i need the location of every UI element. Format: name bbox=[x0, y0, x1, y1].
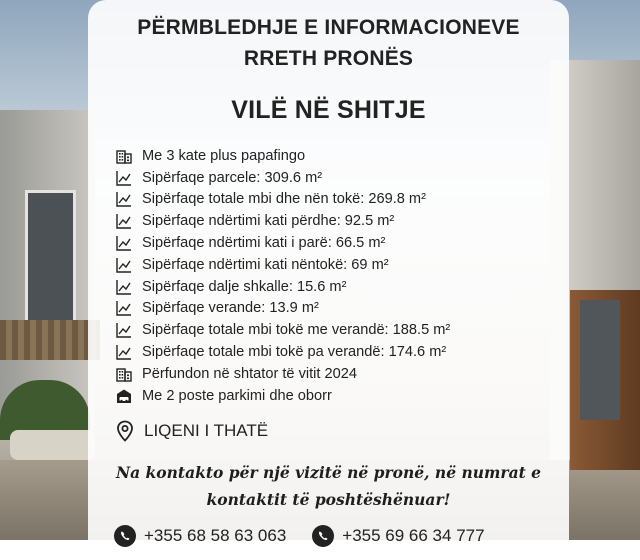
chart-line-icon bbox=[116, 235, 132, 251]
feature-item bbox=[116, 319, 561, 341]
garage-icon bbox=[116, 388, 132, 404]
location bbox=[116, 420, 268, 442]
phone-numbers bbox=[114, 525, 485, 547]
chart-line-icon bbox=[116, 257, 132, 273]
contact-line-1: Na kontakto për një vizitë në pronë, në numrat e bbox=[115, 463, 542, 482]
contact-message bbox=[108, 459, 549, 513]
info-card bbox=[88, 0, 569, 560]
feature-text: Sipërfaqe ndërtimi kati i parë: 66.5 m² bbox=[142, 235, 386, 252]
title-line-1: PËRMBLEDHJE E INFORMACIONEVE bbox=[137, 16, 520, 39]
whatsapp-icon bbox=[312, 525, 334, 547]
feature-text: Sipërfaqe totale mbi tokë pa verandë: 174.6 m² bbox=[142, 344, 447, 361]
villa-window bbox=[25, 190, 76, 326]
feature-text: Sipërfaqe totale mbi tokë me verandë: 188.5 m² bbox=[142, 322, 451, 339]
chart-line-icon bbox=[116, 191, 132, 207]
feature-text: Sipërfaqe ndërtimi kati nëntokë: 69 m² bbox=[142, 256, 389, 273]
feature-text: Me 3 kate plus papafingo bbox=[142, 147, 306, 164]
feature-item bbox=[116, 363, 561, 385]
chart-line-icon bbox=[116, 213, 132, 229]
outdoor-sofa bbox=[10, 430, 95, 460]
title-line-2: RRETH PRONËS bbox=[243, 47, 414, 70]
feature-item bbox=[116, 385, 561, 407]
feature-item bbox=[116, 145, 561, 167]
villa-glass-door bbox=[580, 300, 620, 420]
feature-item bbox=[116, 341, 561, 363]
feature-text: Sipërfaqe verande: 13.9 m² bbox=[142, 300, 319, 317]
feature-item bbox=[116, 276, 561, 298]
feature-text: Sipërfaqe parcele: 309.6 m² bbox=[142, 169, 323, 186]
phone-link[interactable] bbox=[312, 525, 484, 547]
pergola bbox=[0, 320, 100, 360]
page-title bbox=[88, 12, 569, 74]
feature-text: Me 2 poste parkimi dhe oborr bbox=[142, 387, 332, 404]
phone-number: +355 68 58 63 063 bbox=[144, 526, 287, 545]
feature-item bbox=[116, 167, 561, 189]
phone-link[interactable] bbox=[114, 525, 286, 547]
page-subtitle: VILË NË SHITJE bbox=[231, 96, 426, 124]
feature-text: Sipërfaqe totale mbi dhe nën tokë: 269.8 m² bbox=[142, 191, 426, 208]
phone-number: +355 69 66 34 777 bbox=[342, 526, 485, 545]
chart-line-icon bbox=[116, 344, 132, 360]
whatsapp-icon bbox=[114, 525, 136, 547]
feature-text: Sipërfaqe dalje shkalle: 15.6 m² bbox=[142, 278, 347, 295]
contact-line-2: kontaktit të poshtëshënuar! bbox=[206, 490, 451, 509]
feature-item bbox=[116, 210, 561, 232]
feature-list bbox=[116, 145, 561, 407]
feature-text: Përfundon në shtator të vitit 2024 bbox=[142, 365, 357, 382]
feature-item bbox=[116, 254, 561, 276]
building-icon bbox=[116, 148, 132, 164]
feature-item bbox=[116, 232, 561, 254]
feature-item bbox=[116, 298, 561, 320]
chart-line-icon bbox=[116, 322, 132, 338]
location-text: LIQENI I THATË bbox=[144, 421, 269, 440]
building-icon bbox=[116, 366, 132, 382]
chart-line-icon bbox=[116, 300, 132, 316]
chart-line-icon bbox=[116, 279, 132, 295]
feature-item bbox=[116, 189, 561, 211]
feature-text: Sipërfaqe ndërtimi kati përdhe: 92.5 m² bbox=[142, 213, 395, 230]
map-pin-icon bbox=[116, 420, 134, 442]
chart-line-icon bbox=[116, 170, 132, 186]
